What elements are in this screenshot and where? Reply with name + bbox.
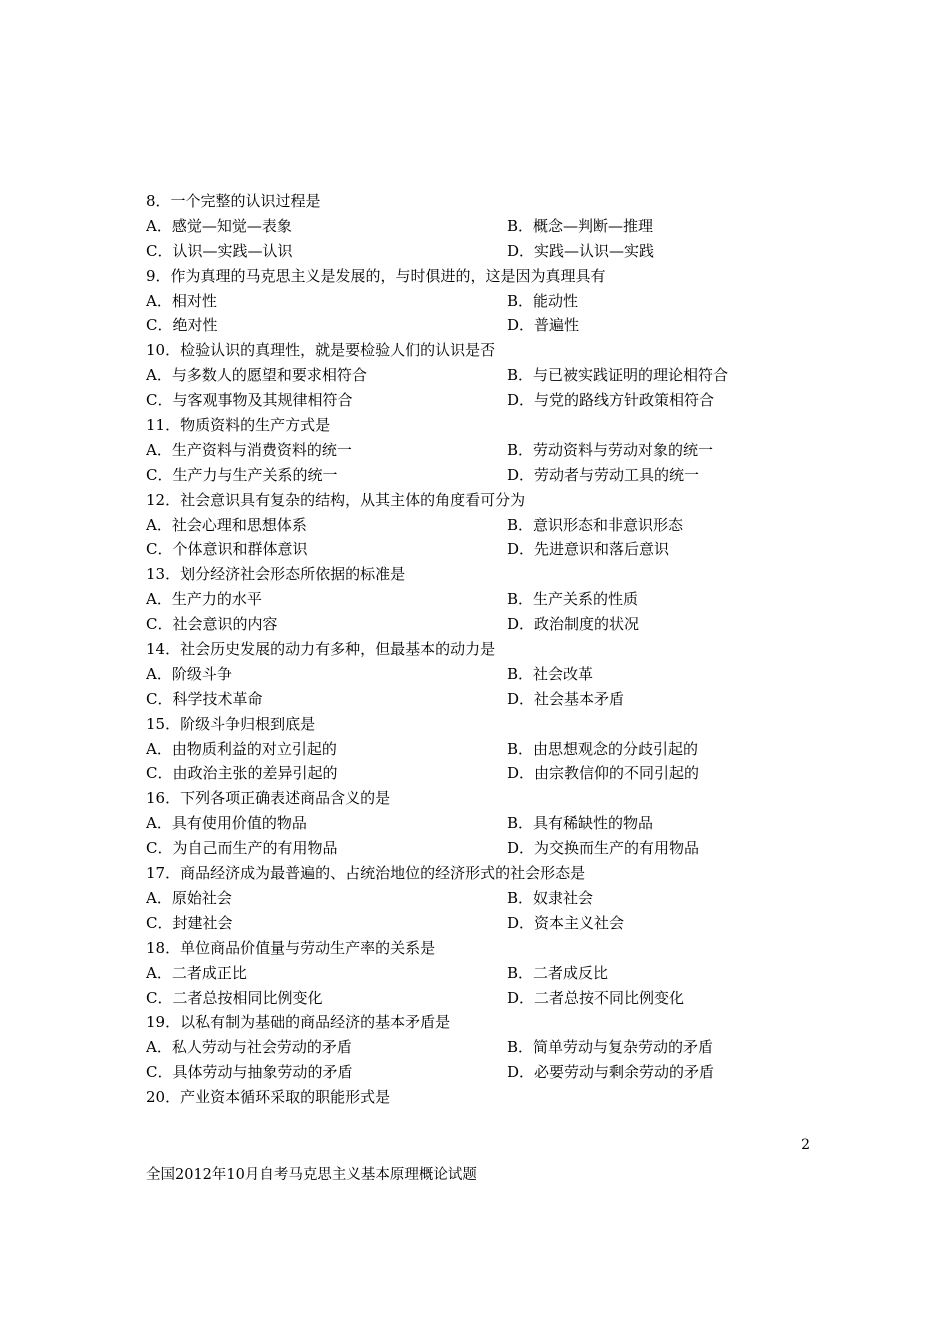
option-c: C．封建社会 xyxy=(146,913,233,932)
question-item xyxy=(146,861,806,936)
option-c: C．生产力与生产关系的统一 xyxy=(146,465,338,484)
question-item xyxy=(146,562,806,637)
option-row xyxy=(146,537,806,562)
option-c: C．个体意识和群体意识 xyxy=(146,540,308,559)
option-row xyxy=(146,836,806,861)
question-item xyxy=(146,712,806,787)
question-item xyxy=(146,413,806,488)
option-a: A．生产力的水平 xyxy=(146,590,262,609)
option-row xyxy=(146,811,806,836)
option-a: A．具有使用价值的物品 xyxy=(146,814,307,833)
option-b: B．概念—判断—推理 xyxy=(507,216,654,235)
option-row xyxy=(146,761,806,786)
option-c: C．科学技术革命 xyxy=(146,689,263,708)
option-d: D．为交换而生产的有用物品 xyxy=(507,839,700,858)
option-b: B．社会改革 xyxy=(507,664,594,683)
option-c: C．由政治主张的差异引起的 xyxy=(146,764,338,783)
question-item xyxy=(146,488,806,563)
question-stem: 15．阶级斗争归根到底是 xyxy=(146,714,316,733)
option-row xyxy=(146,1035,806,1060)
option-a: A．由物质利益的对立引起的 xyxy=(146,739,337,758)
option-row xyxy=(146,239,806,264)
option-row xyxy=(146,313,806,338)
question-list xyxy=(146,189,806,1110)
option-c: C．具体劳动与抽象劳动的矛盾 xyxy=(146,1063,353,1082)
question-item xyxy=(146,936,806,1011)
question-item xyxy=(146,637,806,712)
option-row xyxy=(146,961,806,986)
question-item xyxy=(146,338,806,413)
option-b: B．简单劳动与复杂劳动的矛盾 xyxy=(507,1038,714,1057)
option-b: B．生产关系的性质 xyxy=(507,590,639,609)
question-item xyxy=(146,786,806,861)
option-row xyxy=(146,587,806,612)
option-b: B．二者成反比 xyxy=(507,963,609,982)
question-item xyxy=(146,1010,806,1085)
option-a: A．与多数人的愿望和要求相符合 xyxy=(146,366,367,385)
option-row xyxy=(146,687,806,712)
option-d: D．劳动者与劳动工具的统一 xyxy=(507,465,700,484)
option-a: A．原始社会 xyxy=(146,888,232,907)
option-d: D．与党的路线方针政策相符合 xyxy=(507,391,715,410)
option-d: D．实践—认识—实践 xyxy=(507,241,655,260)
option-d: D．先进意识和落后意识 xyxy=(507,540,670,559)
question-stem: 8．一个完整的认识过程是 xyxy=(146,192,321,210)
option-a: A．相对性 xyxy=(146,291,217,310)
question-stem: 18．单位商品价值量与劳动生产率的关系是 xyxy=(146,938,436,957)
option-a: A．社会心理和思想体系 xyxy=(146,515,307,534)
question-stem: 13．划分经济社会形态所依据的标准是 xyxy=(146,565,406,584)
question-stem: 17．商品经济成为最普遍的、占统治地位的经济形式的社会形态是 xyxy=(146,864,586,883)
option-d: D．资本主义社会 xyxy=(507,913,625,932)
option-b: B．与已被实践证明的理论相符合 xyxy=(507,366,729,385)
option-row xyxy=(146,388,806,413)
option-d: D．政治制度的状况 xyxy=(507,615,640,634)
option-b: B．劳动资料与劳动对象的统一 xyxy=(507,440,714,459)
option-row xyxy=(146,513,806,538)
option-row xyxy=(146,289,806,314)
option-b: B．奴隶社会 xyxy=(507,888,594,907)
option-a: A．阶级斗争 xyxy=(146,664,232,683)
option-row xyxy=(146,612,806,637)
option-a: A．二者成正比 xyxy=(146,963,247,982)
option-c: C．认识—实践—认识 xyxy=(146,241,293,260)
option-d: D．必要劳动与剩余劳动的矛盾 xyxy=(507,1063,715,1082)
footer-title: 全国2012年10月自考马克思主义基本原理概论试题 xyxy=(146,1167,477,1183)
option-row xyxy=(146,214,806,239)
option-c: C．社会意识的内容 xyxy=(146,615,278,634)
option-b: B．意识形态和非意识形态 xyxy=(507,515,684,534)
option-row xyxy=(146,363,806,388)
option-a: A．生产资料与消费资料的统一 xyxy=(146,440,352,459)
question-item xyxy=(146,189,806,264)
option-row xyxy=(146,737,806,762)
option-c: C．二者总按相同比例变化 xyxy=(146,988,323,1007)
option-a: A．感觉—知觉—表象 xyxy=(146,216,292,235)
option-d: D．二者总按不同比例变化 xyxy=(507,988,685,1007)
option-row xyxy=(146,438,806,463)
question-stem: 9．作为真理的马克思主义是发展的，与时俱进的，这是因为真理具有 xyxy=(146,266,606,285)
option-c: C．与客观事物及其规律相符合 xyxy=(146,391,353,410)
option-c: C．绝对性 xyxy=(146,316,218,335)
question-stem: 10．检验认识的真理性，就是要检验人们的认识是否 xyxy=(146,341,496,360)
question-stem: 19．以私有制为基础的商品经济的基本矛盾是 xyxy=(146,1013,451,1032)
option-row xyxy=(146,463,806,488)
option-c: C．为自己而生产的有用物品 xyxy=(146,839,338,858)
option-b: B．由思想观念的分歧引起的 xyxy=(507,739,699,758)
option-a: A．私人劳动与社会劳动的矛盾 xyxy=(146,1038,352,1057)
question-stem: 11．物质资料的生产方式是 xyxy=(146,416,331,435)
option-d: D．由宗教信仰的不同引起的 xyxy=(507,764,700,783)
option-row xyxy=(146,662,806,687)
option-row xyxy=(146,886,806,911)
question-stem: 20．产业资本循环采取的职能形式是 xyxy=(146,1088,391,1107)
option-b: B．具有稀缺性的物品 xyxy=(507,814,654,833)
question-item xyxy=(146,264,806,339)
page-number: 2 xyxy=(801,1137,810,1153)
question-stem: 14．社会历史发展的动力有多种，但最基本的动力是 xyxy=(146,640,496,659)
option-b: B．能动性 xyxy=(507,291,579,310)
question-stem: 12．社会意识具有复杂的结构，从其主体的角度看可分为 xyxy=(146,490,526,509)
question-stem: 16．下列各项正确表述商品含义的是 xyxy=(146,789,391,808)
option-row xyxy=(146,1060,806,1085)
option-d: D．普遍性 xyxy=(507,316,580,335)
option-row xyxy=(146,986,806,1011)
option-d: D．社会基本矛盾 xyxy=(507,689,625,708)
option-row xyxy=(146,911,806,936)
